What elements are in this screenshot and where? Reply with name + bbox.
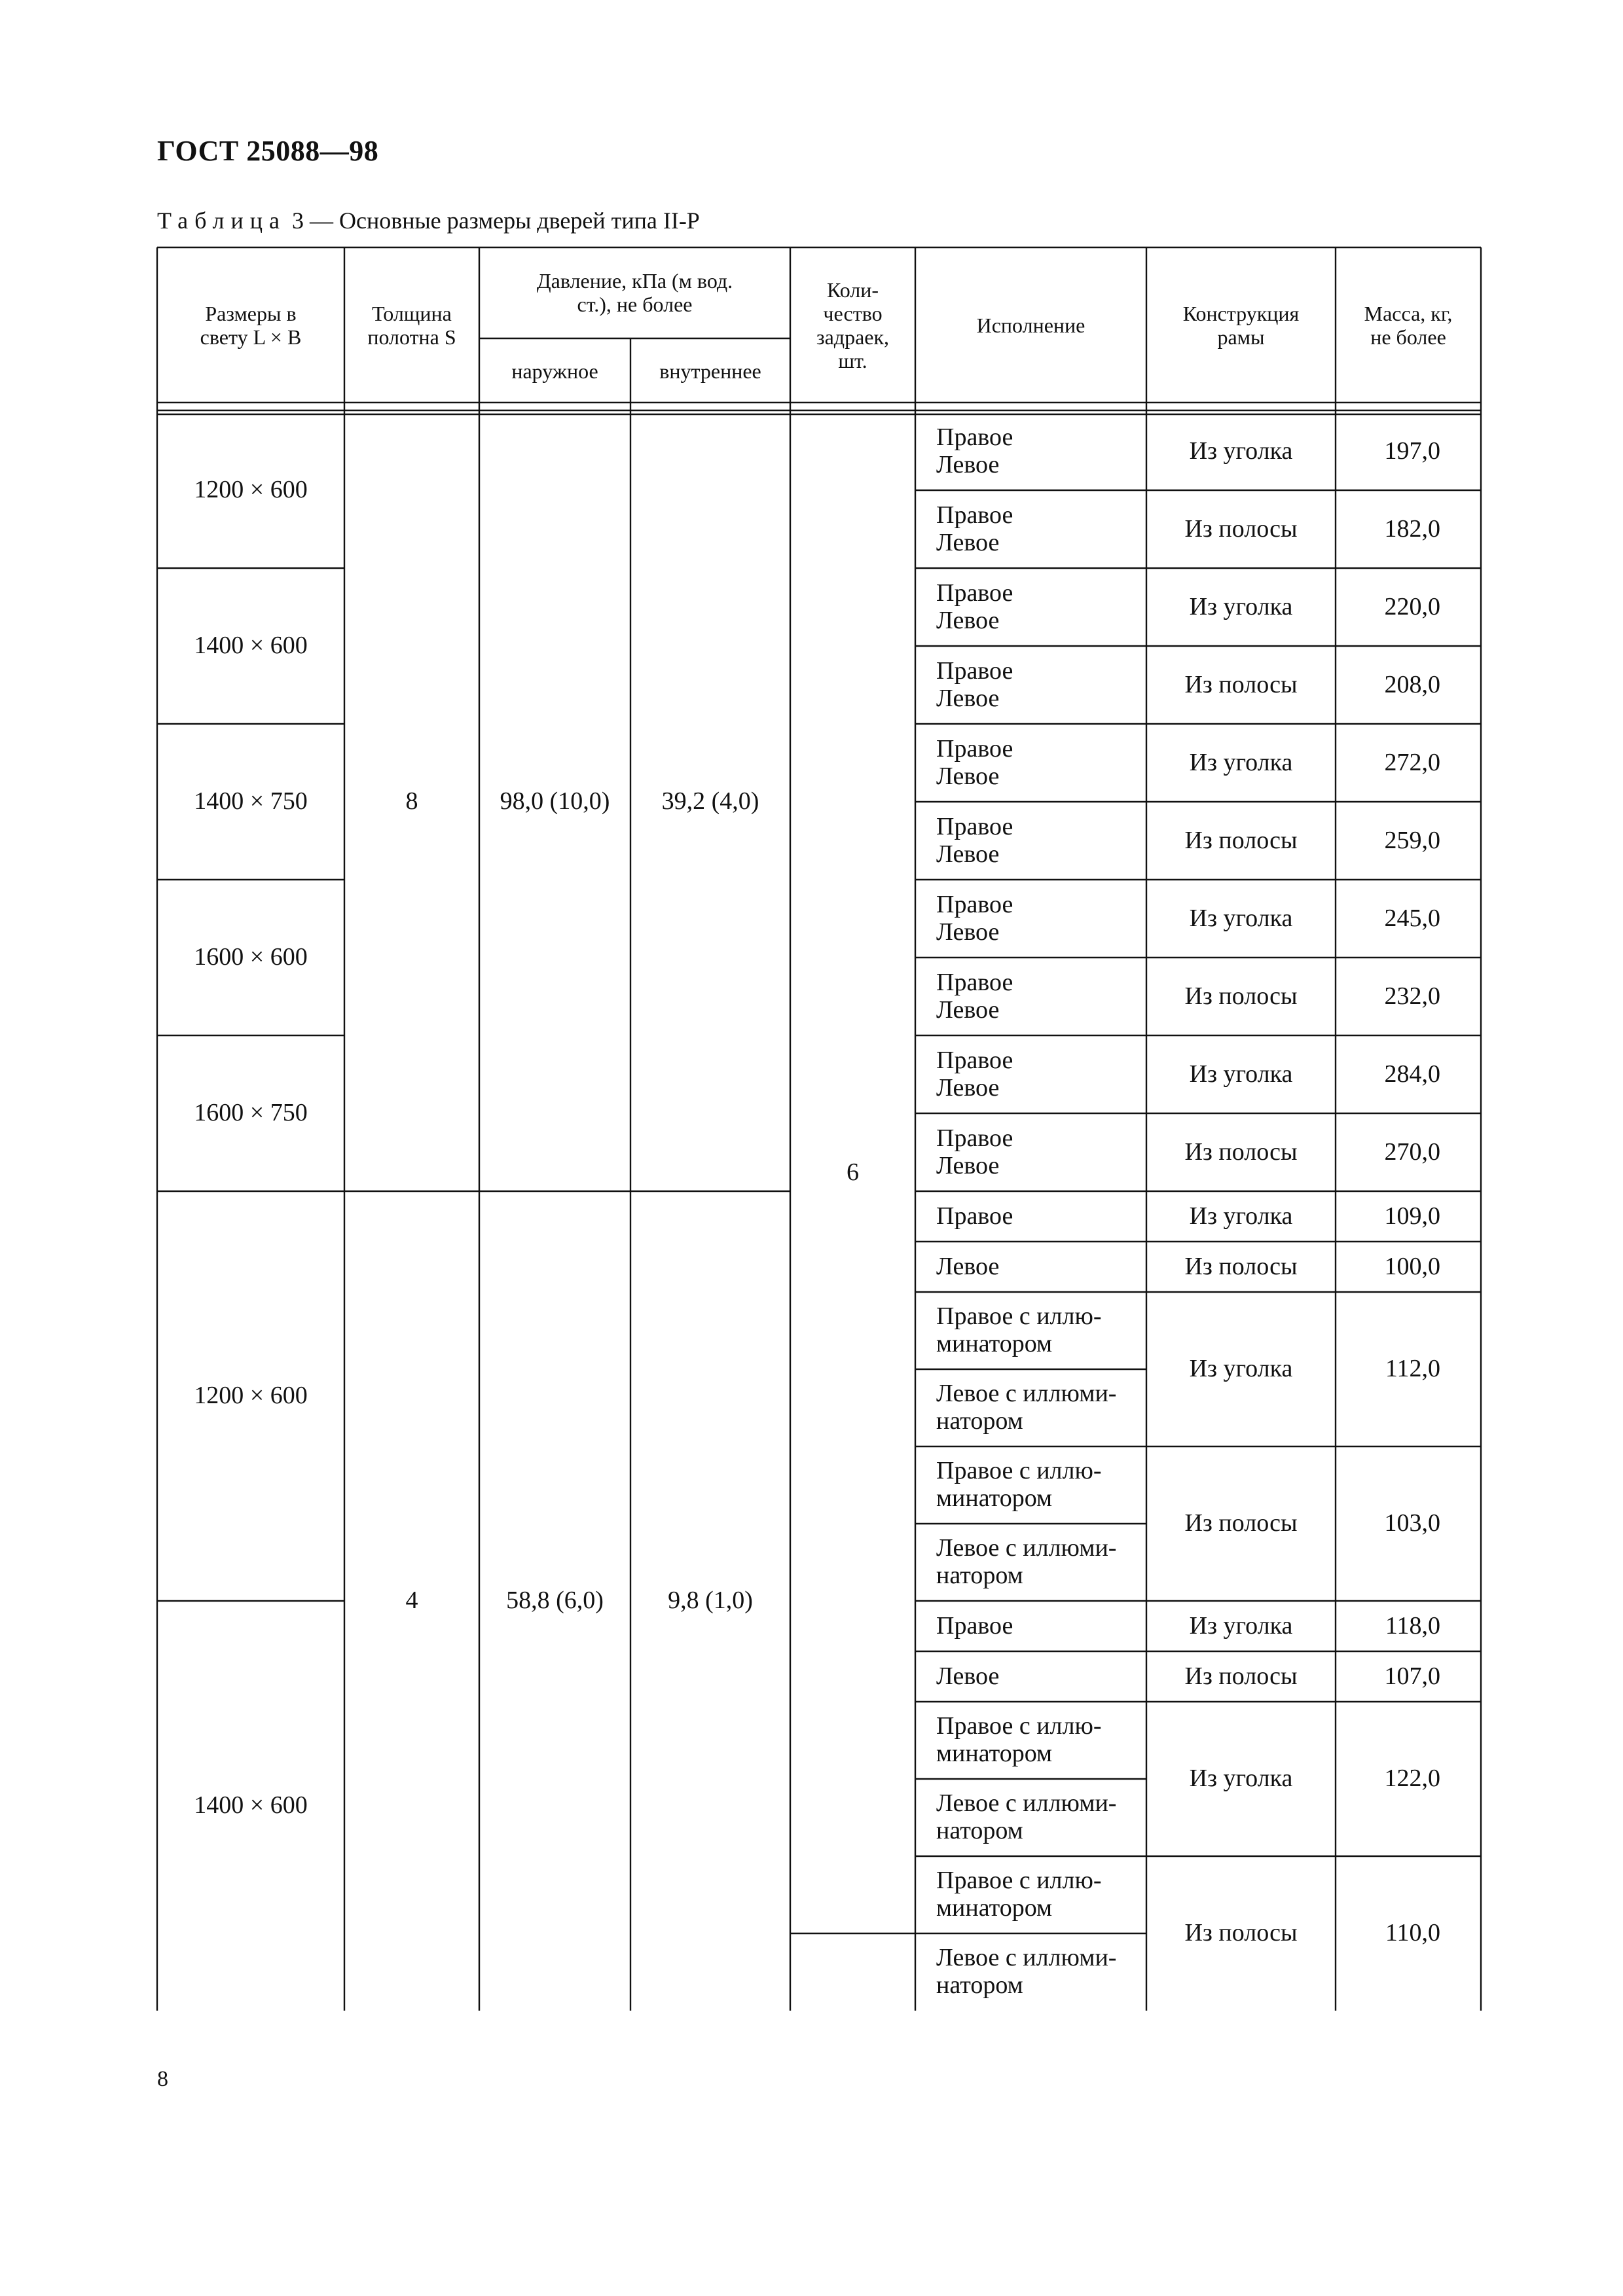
mass-cell: 245,0 <box>1384 904 1440 932</box>
mass-cell: 110,0 <box>1385 1919 1440 1947</box>
frame-cell: Из уголка <box>1189 1765 1293 1793</box>
frame-cell: Из уголка <box>1189 904 1293 932</box>
frame-cell: Из полосы <box>1184 982 1298 1010</box>
table-caption-word: Таблица <box>157 207 286 234</box>
ispolnenie-cell: Правое с иллю- минатором <box>936 1867 1102 1922</box>
ispolnenie-cell: Левое с иллюми- натором <box>936 1789 1117 1844</box>
frame-cell: Из полосы <box>1184 1919 1298 1947</box>
frame-cell: Из полосы <box>1184 1252 1298 1280</box>
size-cell: 1600 × 750 <box>194 1099 308 1127</box>
frame-cell: Из уголка <box>1189 1060 1293 1088</box>
mass-cell: 197,0 <box>1384 437 1440 465</box>
header-mass: Масса, кг, не более <box>1364 302 1453 349</box>
mass-cell: 109,0 <box>1384 1202 1440 1230</box>
frame-cell: Из уголка <box>1189 1355 1293 1383</box>
document-title: ГОСТ 25088—98 <box>157 135 379 167</box>
size-cell: 1200 × 600 <box>194 1382 308 1410</box>
mass-cell: 232,0 <box>1384 982 1440 1010</box>
ispolnenie-cell: Правое с иллю- минатором <box>936 1712 1102 1767</box>
ispolnenie-cell: Правое Левое <box>936 1046 1013 1102</box>
header-latches: Коли- чество задраек, шт. <box>816 278 890 372</box>
size-cell: 1200 × 600 <box>194 476 308 504</box>
mass-cell: 259,0 <box>1384 826 1440 854</box>
ispolnenie-cell: Правое Левое <box>936 968 1013 1024</box>
header-thickness: Толщина полотна S <box>367 302 456 349</box>
mass-cell: 284,0 <box>1384 1060 1440 1088</box>
mass-cell: 103,0 <box>1384 1509 1440 1537</box>
mass-cell: 182,0 <box>1384 514 1440 543</box>
thickness-cell: 8 <box>405 787 418 816</box>
ispolnenie-cell: Правое с иллю- минатором <box>936 1302 1102 1357</box>
mass-cell: 270,0 <box>1384 1138 1440 1166</box>
header-frame: Конструкция рамы <box>1182 302 1300 349</box>
frame-cell: Из уголка <box>1189 437 1293 465</box>
frame-cell: Из полосы <box>1184 1138 1298 1166</box>
frame-cell: Из уголка <box>1189 1202 1293 1230</box>
mass-cell: 272,0 <box>1384 748 1440 776</box>
header-pressure-inner: внутреннее <box>659 359 761 383</box>
mass-cell: 107,0 <box>1384 1662 1440 1690</box>
page-number: 8 <box>157 2067 168 2091</box>
ispolnenie-cell: Правое Левое <box>936 423 1013 478</box>
ispolnenie-cell: Левое с иллюми- натором <box>936 1944 1117 1999</box>
ispolnenie-cell: Правое Левое <box>936 734 1013 790</box>
latches-cell: 6 <box>847 1158 859 1187</box>
ispolnenie-cell: Правое Левое <box>936 890 1013 946</box>
header-pressure-outer: наружное <box>511 359 598 383</box>
pressure-outer-cell: 58,8 (6,0) <box>506 1587 604 1615</box>
frame-cell: Из полосы <box>1184 1509 1298 1537</box>
frame-cell: Из полосы <box>1184 826 1298 854</box>
frame-cell: Из полосы <box>1184 1662 1298 1690</box>
ispolnenie-cell: Правое <box>936 1611 1013 1640</box>
ispolnenie-cell: Левое с иллюми- натором <box>936 1380 1117 1435</box>
frame-cell: Из уголка <box>1189 592 1293 620</box>
mass-cell: 220,0 <box>1384 592 1440 620</box>
ispolnenie-cell: Правое Левое <box>936 579 1013 634</box>
mass-cell: 208,0 <box>1384 670 1440 698</box>
header-pressure: Давление, кПа (м вод. ст.), не более <box>536 268 733 316</box>
frame-cell: Из уголка <box>1189 748 1293 776</box>
frame-cell: Из полосы <box>1184 670 1298 698</box>
ispolnenie-cell: Левое с иллюми- натором <box>936 1534 1117 1589</box>
frame-cell: Из полосы <box>1184 514 1298 543</box>
mass-cell: 122,0 <box>1384 1765 1440 1793</box>
ispolnenie-cell: Левое <box>936 1662 1000 1690</box>
pressure-inner-cell: 39,2 (4,0) <box>661 787 759 816</box>
frame-cell: Из уголка <box>1189 1611 1293 1640</box>
ispolnenie-cell: Левое <box>936 1252 1000 1280</box>
size-cell: 1400 × 600 <box>194 1791 308 1820</box>
pressure-outer-cell: 98,0 (10,0) <box>500 787 610 816</box>
mass-cell: 118,0 <box>1385 1611 1440 1640</box>
ispolnenie-cell: Правое с иллю- минатором <box>936 1457 1102 1512</box>
ispolnenie-cell: Правое <box>936 1202 1013 1230</box>
table-caption-text: 3 — Основные размеры дверей типа II-Р <box>285 207 700 234</box>
header-size: Размеры в свету L × B <box>200 302 302 349</box>
ispolnenie-cell: Правое Левое <box>936 812 1013 868</box>
ispolnenie-cell: Правое Левое <box>936 1124 1013 1179</box>
ispolnenie-cell: Правое Левое <box>936 501 1013 556</box>
size-cell: 1400 × 600 <box>194 632 308 660</box>
pressure-inner-cell: 9,8 (1,0) <box>668 1587 753 1615</box>
mass-cell: 112,0 <box>1385 1355 1440 1383</box>
size-cell: 1600 × 600 <box>194 943 308 971</box>
size-cell: 1400 × 750 <box>194 787 308 816</box>
thickness-cell: 4 <box>405 1587 418 1615</box>
header-ispolnenie: Исполнение <box>976 314 1085 338</box>
ispolnenie-cell: Правое Левое <box>936 656 1013 712</box>
mass-cell: 100,0 <box>1384 1252 1440 1280</box>
